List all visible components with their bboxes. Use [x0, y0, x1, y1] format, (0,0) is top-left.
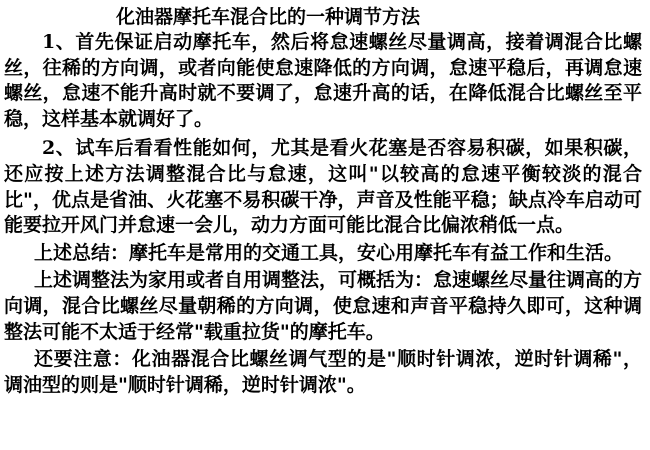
paragraph-step-1: 1、首先保证启动摩托车，然后将怠速螺丝尽量调高，接着调混合比螺丝，往稀的方向调，或者向能使怠速降低的方向调，怠速平稳后，再调怠速螺丝，怠速不能升高时就不要调了，怠速升高的话，在降低混合比螺丝至平稳，这样基本就调好了。 [4, 31, 642, 130]
paragraph-note: 还要注意：化油器混合比螺丝调气型的是"顺时针调浓，逆时针调稀"，调油型的则是"顺时针调稀，逆时针调浓"。 [4, 348, 642, 396]
document-title: 化油器摩托车混合比的一种调节方法 [116, 6, 421, 28]
paragraph-method: 上述调整法为家用或者自用调整法，可概括为：怠速螺丝尽量往调高的方向调，混合比螺丝尽量朝稀的方向调，使怠速和声音平稳持久即可，这种调整法可能不太适于经常"载重拉货"的摩托车。 [4, 269, 643, 343]
paragraph-summary: 上述总结：摩托车是常用的交通工具，安心用摩托车有益工作和生活。 [34, 241, 624, 264]
paragraph-step-2: 2、试车后看看性能如何，尤其是看火花塞是否容易积碳，如果积碳，还应按上述方法调整混合比与怠速，这叫"以较高的怠速平衡较淡的混合比"，优点是省油、火花塞不易积碳干净，声音及性能平稳；缺点冷车启动可能要拉开风门并怠速一会儿，动力方面可能比混合比偏浓稍低一点。 [4, 137, 642, 237]
